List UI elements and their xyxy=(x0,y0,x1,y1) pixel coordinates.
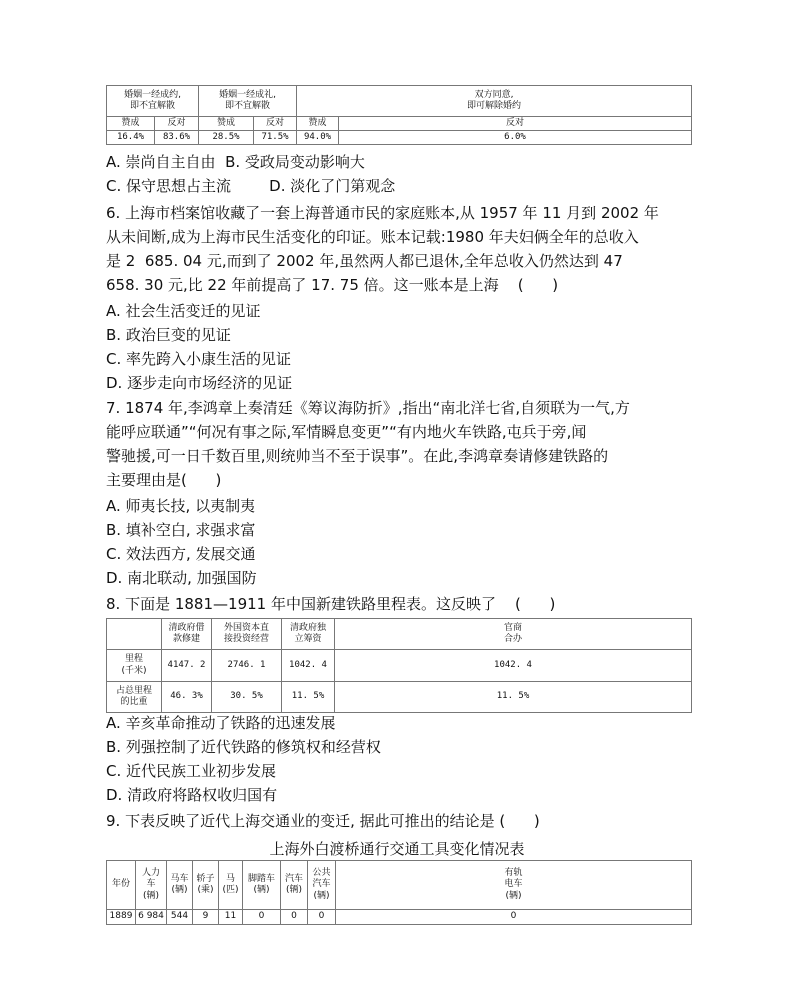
question-text: 能呼应联通”“何况有事之际,军情瞬息变更”“有内地火车铁路,屯兵于旁,闻 xyxy=(106,423,587,441)
question-text: 是 2 685. 04 元,而到了 2002 年,虽然两人都已退休,全年总收入仍然达到 47 xyxy=(106,252,623,270)
table-cell: 16.4% xyxy=(107,131,155,145)
table-cell: 83.6% xyxy=(155,131,199,145)
option-a: A. 辛亥革命推动了铁路的迅速发展 xyxy=(106,714,336,732)
table-subheader: 赞成 xyxy=(107,117,155,131)
option-a: A. 师夷长技, 以夷制夷 xyxy=(106,497,256,515)
table-cell: 544 xyxy=(167,910,193,925)
table-header: 汽车 (辆) xyxy=(281,861,308,910)
table-cell: 0 xyxy=(243,910,281,925)
table-subheader: 赞成 xyxy=(297,117,339,131)
table-cell: 4147. 2 xyxy=(162,650,212,682)
option-line: A. 崇尚自主自由 B. 受政局变动影响大 xyxy=(106,153,365,171)
option-b: B. 政治巨变的见证 xyxy=(106,326,231,344)
question-text: 从未间断,成为上海市民生活变化的印证。账本记载:1980 年夫妇俩全年的总收入 xyxy=(106,228,639,246)
table-header: 双方同意, 即可解除婚约 xyxy=(297,86,692,117)
option-d: D. 逐步走向市场经济的见证 xyxy=(106,374,293,392)
question-text: 主要理由是( ) xyxy=(106,471,222,489)
table-cell: 6 984 xyxy=(136,910,167,925)
question-text: 658. 30 元,比 22 年前提高了 17. 75 倍。这一账本是上海 ( ) xyxy=(106,276,559,294)
table-cell: 1042. 4 xyxy=(282,650,335,682)
table-header: 年份 xyxy=(107,861,136,910)
question-text: 6. 上海市档案馆收藏了一套上海普通市民的家庭账本,从 1957 年 11 月到 2002 年 xyxy=(106,204,659,222)
railway-mileage-table xyxy=(106,618,692,713)
table-cell: 0 xyxy=(336,910,692,925)
option-d: D. 清政府将路权收归国有 xyxy=(106,786,278,804)
table-title: 上海外白渡桥通行交通工具变化情况表 xyxy=(269,840,525,858)
table-header: 马 (匹) xyxy=(219,861,243,910)
option-c: C. 近代民族工业初步发展 xyxy=(106,762,277,780)
question-text: 警驰援,可一日千数百里,则统帅当不至于误事”。在此,李鸿章奏请修建铁路的 xyxy=(106,447,609,465)
table-header: 清政府借 款修建 xyxy=(162,619,212,650)
option-c: C. 效法西方, 发展交通 xyxy=(106,545,256,563)
table-header: 婚姻一经成约, 即不宜解散 xyxy=(107,86,199,117)
question-text: 8. 下面是 1881—1911 年中国新建铁路里程表。这反映了 ( ) xyxy=(106,595,556,613)
table-header: 公共 汽车 (辆) xyxy=(308,861,336,910)
table-cell: 6.0% xyxy=(339,131,692,145)
table-header: 外国资本直 接投资经营 xyxy=(212,619,282,650)
option-c: C. 率先跨入小康生活的见证 xyxy=(106,350,292,368)
table-header: 马车 (辆) xyxy=(167,861,193,910)
table-header: 婚姻一经成礼, 即不宜解散 xyxy=(199,86,297,117)
table-subheader: 反对 xyxy=(254,117,297,131)
option-d: D. 南北联动, 加强国防 xyxy=(106,569,257,587)
option-line: C. 保守思想占主流 D. 淡化了门第观念 xyxy=(106,177,396,195)
table-corner xyxy=(107,619,162,650)
option-b: B. 列强控制了近代铁路的修筑权和经营权 xyxy=(106,738,381,756)
table-header: 清政府独 立筹资 xyxy=(282,619,335,650)
question-text: 9. 下表反映了近代上海交通业的变迁, 据此可推出的结论是 ( ) xyxy=(106,812,540,830)
row-label: 占总里程 的比重 xyxy=(107,682,162,713)
table-cell: 30. 5% xyxy=(212,682,282,713)
table-header: 脚踏车 (辆) xyxy=(243,861,281,910)
marriage-survey-table xyxy=(106,85,692,145)
table-cell: 11. 5% xyxy=(282,682,335,713)
table-header: 轿子 (乘) xyxy=(193,861,219,910)
table-cell: 1889 xyxy=(107,910,136,925)
table-subheader: 反对 xyxy=(155,117,199,131)
table-header: 人力 车 (辆) xyxy=(136,861,167,910)
table-header: 有轨 电车 (辆) xyxy=(336,861,692,910)
table-header: 官商 合办 xyxy=(335,619,692,650)
table-cell: 0 xyxy=(281,910,308,925)
question-text: 7. 1874 年,李鸿章上奏清廷《筹议海防折》,指出“南北洋七省,自须联为一气,方 xyxy=(106,399,630,417)
table-cell: 94.0% xyxy=(297,131,339,145)
table-subheader: 反对 xyxy=(339,117,692,131)
table-cell: 0 xyxy=(308,910,336,925)
traffic-tools-table xyxy=(106,860,692,925)
table-cell: 11. 5% xyxy=(335,682,692,713)
row-label: 里程 (千米) xyxy=(107,650,162,682)
table-cell: 46. 3% xyxy=(162,682,212,713)
table-cell: 9 xyxy=(193,910,219,925)
option-b: B. 填补空白, 求强求富 xyxy=(106,521,256,539)
table-cell: 1042. 4 xyxy=(335,650,692,682)
table-subheader: 赞成 xyxy=(199,117,254,131)
table-cell: 11 xyxy=(219,910,243,925)
table-cell: 71.5% xyxy=(254,131,297,145)
table-cell: 28.5% xyxy=(199,131,254,145)
option-a: A. 社会生活变迁的见证 xyxy=(106,302,261,320)
table-cell: 2746. 1 xyxy=(212,650,282,682)
